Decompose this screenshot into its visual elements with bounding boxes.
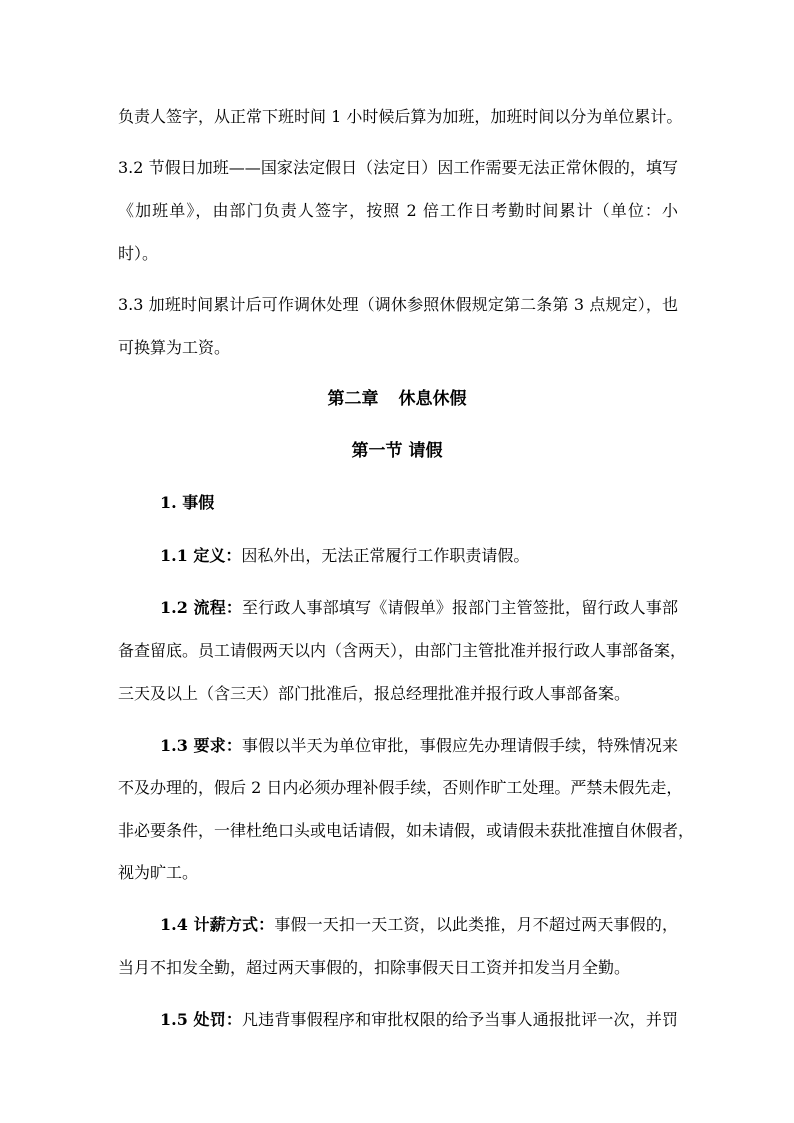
paragraph-line: 负责人签字，从正常下班时间 1 小时候后算为加班，加班时间以分为单位累计。 <box>118 107 683 126</box>
item-label: 1.2 流程： <box>160 598 243 617</box>
item-label: 1.5 处罚： <box>160 1010 243 1029</box>
paragraph-line: 3.3 加班时间累计后可作调休处理（调休参照休假规定第二条第 3 点规定），也 <box>118 295 678 314</box>
item-1-3-line <box>160 735 678 757</box>
item-text: 凡违背事假程序和审批权限的给予当事人通报批评一次，并罚 <box>242 1010 678 1029</box>
paragraph-line: 3.2 节假日加班——国家法定假日（法定日）因工作需要无法正常休假的，填写 <box>118 158 678 177</box>
paragraph-line: 当月不扣发全勤，超过两天事假的，扣除事假天日工资并扣发当月全勤。 <box>118 958 631 977</box>
item-1-5-line <box>160 1009 678 1031</box>
chapter-number: 第二章 <box>327 389 379 409</box>
paragraph-line: 非必要条件，一律杜绝口头或电话请假，如未请假，或请假未获批准擅自休假者， <box>118 821 695 840</box>
item-label: 1.1 定义： <box>160 546 242 565</box>
item-1-4-line <box>160 914 678 936</box>
paragraph-line: 不及办理的，假后 2 日内必须办理补假手续，否则作旷工处理。严禁未假先走， <box>118 778 683 797</box>
item-text: 因私外出，无法正常履行工作职责请假。 <box>241 546 530 565</box>
item-label: 1.3 要求： <box>160 736 243 755</box>
item-1-1 <box>160 545 678 567</box>
item-text: 事假一天扣一天工资，以此类推，月不超过两天事假的， <box>274 915 678 934</box>
paragraph-line: 《加班单》，由部门负责人签字，按照 2 倍工作日考勤时间累计（单位：小 <box>118 201 678 220</box>
item-label: 1.4 计薪方式： <box>160 915 275 934</box>
chapter-heading <box>0 388 794 410</box>
item-text: 事假以半天为单位审批，事假应先办理请假手续，特殊情况来 <box>242 736 678 755</box>
item-text: 至行政人事部填写《请假单》报部门主管签批，留行政人事部 <box>242 598 678 617</box>
paragraph-line: 三天及以上（含三天）部门批准后，报总经理批准并报行政人事部备案。 <box>118 684 631 703</box>
item-1-2-line <box>160 597 678 619</box>
paragraph-line: 视为旷工。 <box>118 863 199 882</box>
item-heading: 1. 事假 <box>160 493 215 512</box>
section-heading: 第一节 请假 <box>351 441 443 461</box>
chapter-title: 休息休假 <box>398 389 467 409</box>
paragraph-line: 可换算为工资。 <box>118 338 231 357</box>
paragraph-line: 时）。 <box>118 244 159 263</box>
paragraph-line: 备查留底。员工请假两天以内（含两天），由部门主管批准并报行政人事部备案， <box>118 641 687 660</box>
